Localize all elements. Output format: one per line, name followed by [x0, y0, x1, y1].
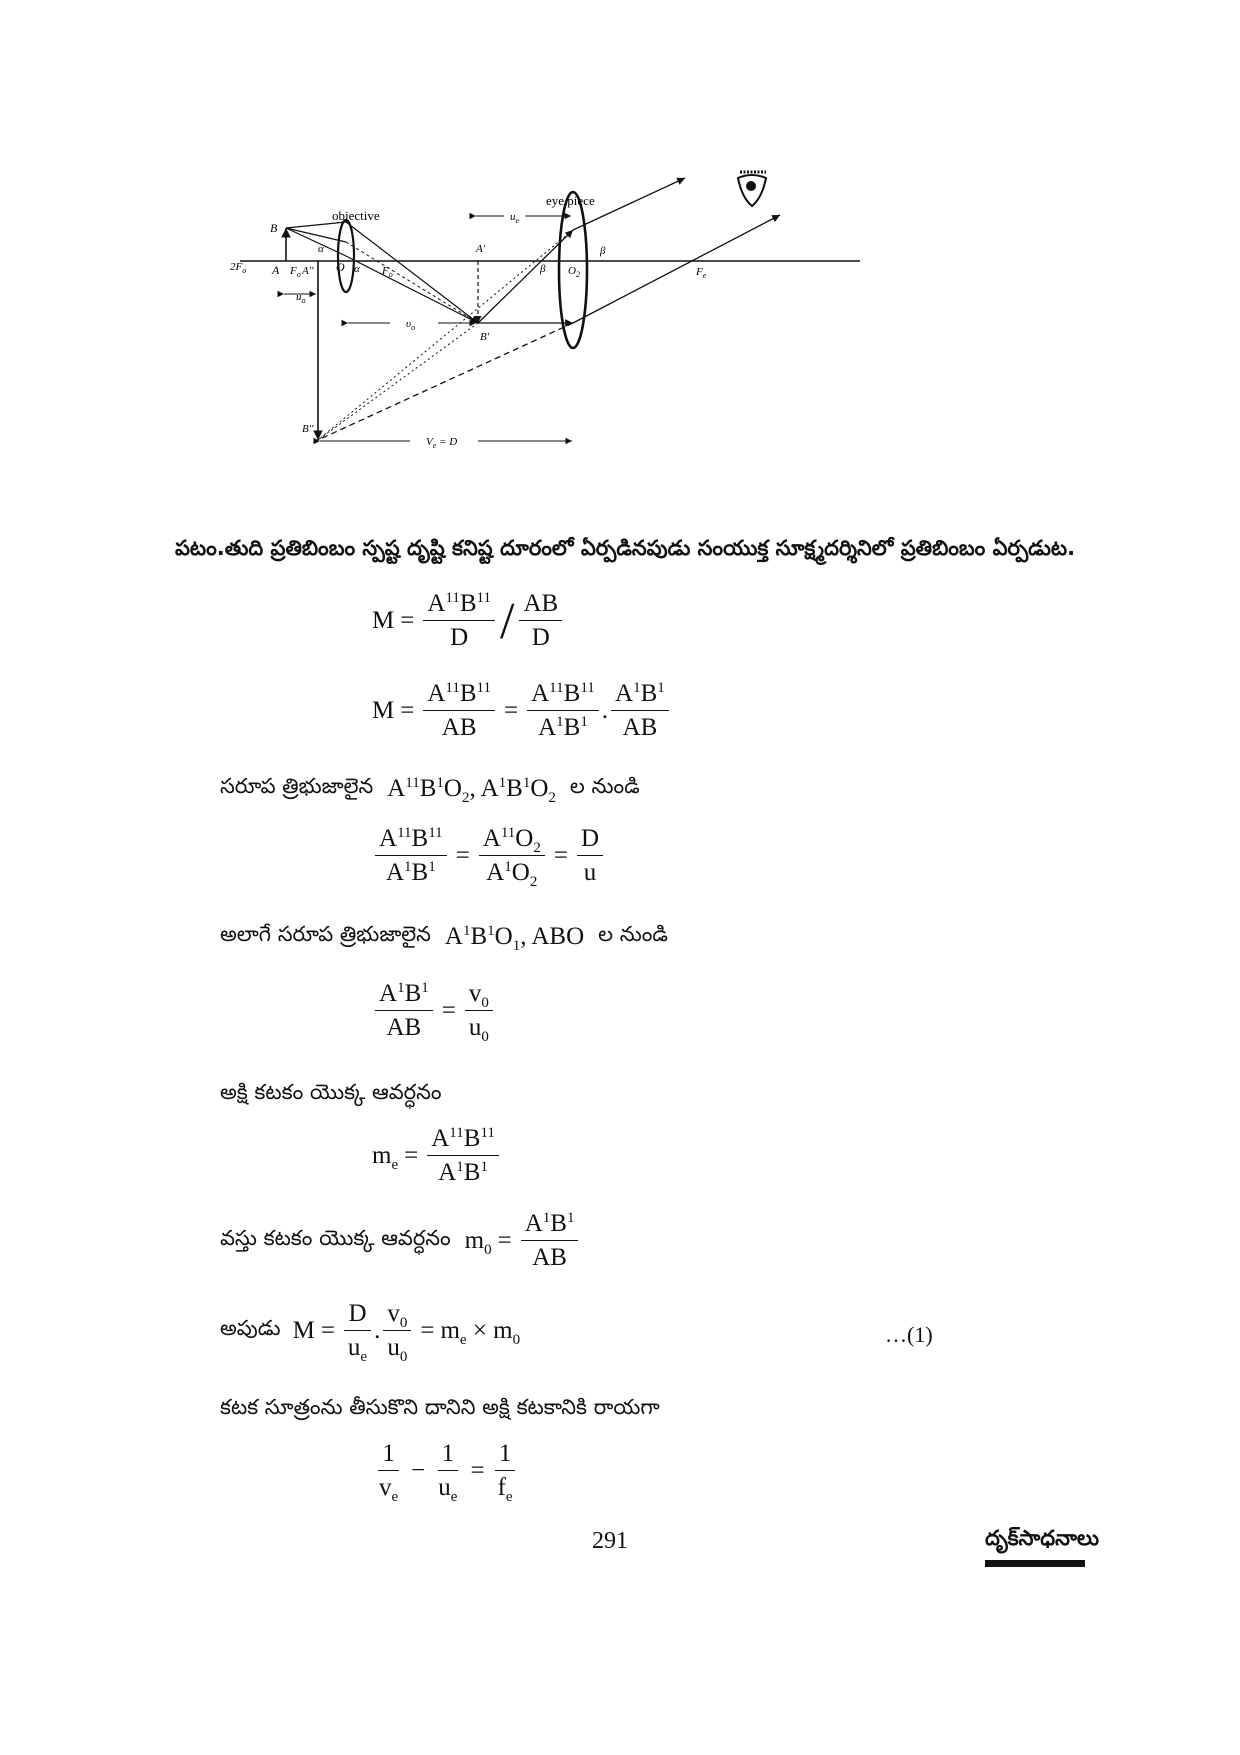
svg-text:2Fo: $2F_o$: [230, 261, 247, 275]
equation-magnification-definition: M = $\frac{A^{11}B^{11}}{D}$ / $\frac{AB}{D}$: [372, 590, 565, 652]
chapter-title: దృక్‌సాధనాలు: [985, 1526, 1100, 1550]
equation-magnification-expanded: M = $\frac{A^{11}B^{11}}{AB}$ = $\frac{A^{11}B^{11}}{A^1B^1}$ . $\frac{A^1B^1}{AB}$: [372, 680, 672, 742]
similar-triangles-line-2: అలాగే సరూప త్రిభుజాలైన $A^1B^1O_1$ , ABO ల నుండి: [220, 922, 668, 954]
equation-number: …(1): [885, 1322, 933, 1347]
svg-text:Fo: $F_o$: [290, 265, 301, 279]
objective-magnification-line: వస్తు కటకం యొక్క ఆవర్ధనం $m_0$ = $\frac{A^1B^1}{AB}$: [220, 1210, 581, 1272]
svg-text:A: A: [272, 263, 280, 277]
equation-similar-ratio-1: $\frac{A^{11}B^{11}}{A^1B^1}$ = $\frac{A^{11}O_2}{A^1O_2}$ = $\frac{D}{u}$: [372, 825, 606, 887]
label-eye-piece: eye piece: [546, 193, 595, 208]
similar-triangles-line-1: సరూప త్రిభుజాలైన $A^{11}B^1O_2$, $A^1B^1O_2$ ల నుండి: [220, 774, 640, 806]
lens-formula-label: కటక సూత్రంను తీసుకొని దానిని అక్షి కటకానికి రాయగా: [220, 1395, 660, 1419]
label-objective: objective: [332, 208, 380, 223]
eyepiece-magnification-label: అక్షి కటకం యొక్క ఆవర్ధనం: [220, 1080, 442, 1104]
svg-text:α: α: [354, 263, 360, 275]
page-number: 291: [592, 1528, 628, 1554]
svg-text:ue: $u_e$: [510, 211, 520, 225]
svg-text:α: α: [318, 243, 324, 255]
equation-lens-formula: $\frac{1}{v_e}$ − $\frac{1}{u_e}$ = $\frac{1}{f_e}$: [372, 1440, 520, 1502]
equation-objective-ratio: $\frac{A^1B^1}{AB}$ = $\frac{v_0}{u_0}$: [372, 980, 496, 1042]
svg-text:O2: $O_2$: [568, 265, 580, 279]
svg-text:B: B: [270, 221, 278, 235]
svg-text:O: O: [336, 260, 345, 274]
compound-microscope-diagram: [230, 160, 880, 510]
svg-text:B'': B'': [302, 423, 314, 435]
svg-text:β: β: [540, 263, 546, 275]
svg-text:β: β: [600, 245, 606, 257]
figure-caption: పటం.తుది ప్రతిబింబం స్పష్ట దృష్టి కనిష్ట దూరంలో ఏర్పడినపుడు సంయుక్త సూక్ష్మదర్శినిలో ప్రతిబింబం ఏర్పడుట.: [175, 536, 1076, 560]
footer-rule: [985, 1560, 1085, 1567]
svg-text:Ve = D: $V_e = D$: [426, 436, 458, 450]
svg-text:υo: $\upsilon_o$: [406, 318, 416, 332]
eye-icon: [738, 172, 766, 206]
total-magnification-line: అపుడు M = $\frac{D}{u_e}$ . $\frac{v_0}{u_0}$ = $m_e \times m_0$: [220, 1300, 521, 1365]
svg-text:A': A': [476, 243, 486, 255]
svg-text:Fo: $F_o$: [382, 265, 393, 279]
svg-text:uo: $u_o$: [296, 291, 306, 305]
equation-eyepiece-magnification: $m_e$ = $\frac{A^{11}B^{11}}{A^1B^1}$: [372, 1125, 502, 1187]
svg-text:B': B': [480, 331, 490, 343]
svg-text:A'': A'': [302, 265, 314, 277]
svg-text:Fe: $F_e$: [696, 266, 707, 280]
